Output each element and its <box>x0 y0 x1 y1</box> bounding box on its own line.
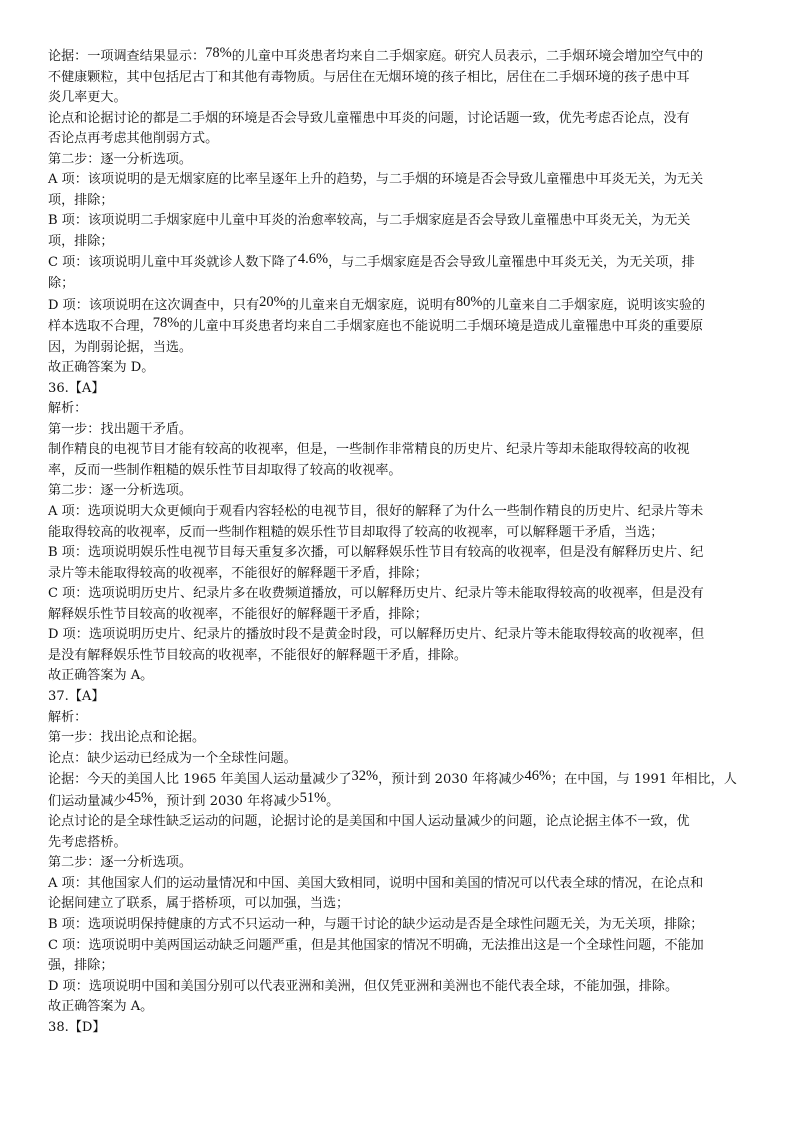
text-line <box>48 461 760 482</box>
text-line <box>48 274 760 295</box>
text-run: 故正确答案为 D。 <box>48 360 155 376</box>
text-run: ，预计到 2030 年将减少 <box>153 793 300 809</box>
text-run: 第二步：逐一分析选项。 <box>48 483 193 499</box>
text-run: A 项：其他国家人们的运动量情况和中国、美国大致相同，说明中国和美国的情况可以代表全球的情况，在论点和 <box>48 875 704 891</box>
text-line <box>48 853 760 874</box>
text-line <box>48 399 760 420</box>
text-run: D 项：选项说明历史片、纪录片的播放时段不是黄金时段，可以解释历史片、纪录片等未能取得较高的收视率，但 <box>48 627 705 643</box>
text-run: 因，为削弱论据，当选。 <box>48 339 193 355</box>
text-run: 故正确答案为 A。 <box>48 999 154 1015</box>
text-run: 第二步：逐一分析选项。 <box>48 855 193 871</box>
text-line <box>48 874 760 895</box>
text-run: ；在中国，与 1991 年相比，人 <box>551 772 737 788</box>
text-line <box>48 564 760 585</box>
text-line <box>48 646 760 667</box>
math-value: 46% <box>524 768 552 785</box>
text-run: 炎几率更大。 <box>48 90 127 106</box>
math-value: 78% <box>152 315 180 332</box>
text-line <box>48 687 760 708</box>
text-run: 是没有解释娱乐性节目较高的收视率，不能很好的解释题干矛盾，排除。 <box>48 647 467 663</box>
text-line <box>48 68 760 89</box>
text-line <box>48 997 760 1018</box>
math-value: 78% <box>205 45 232 61</box>
text-line <box>48 956 760 977</box>
text-run: C 项：选项说明中美两国运动缺乏问题严重，但是其他国家的情况不明确，无法推出这是一个全球性问题，不能加 <box>48 937 704 953</box>
text-run: 能取得较高的收视率，反而一些制作粗糙的娱乐性节目却取得了较高的收视率，可以解释题干矛盾，当选； <box>48 524 664 540</box>
text-run: 论点和论据讨论的都是二手烟的环境是否会导致儿童罹患中耳炎的问题，讨论话题一致，优先考虑否论点，没有 <box>48 110 690 126</box>
text-run: 38.【D】 <box>48 1019 106 1035</box>
text-line <box>48 666 760 687</box>
text-run: 强，排除； <box>48 958 114 974</box>
text-line <box>48 812 760 833</box>
math-value: 45% <box>126 789 154 806</box>
text-run: 的儿童中耳炎患者均来自二手烟家庭也不能说明二手烟环境是造成儿童罹患中耳炎的重要原 <box>179 319 704 335</box>
text-run: 项，排除； <box>48 192 114 208</box>
text-line <box>48 316 760 338</box>
text-run: 解析： <box>48 709 88 725</box>
text-line <box>48 625 760 646</box>
text-run: 的儿童中耳炎患者均来自二手烟家庭。研究人员表示，二手烟环境会增加空气中的 <box>231 49 704 64</box>
text-run: A 项：选项说明大众更倾向于观看内容轻松的电视节目，很好的解释了为什么一些制作精良的历史片、纪录片等未 <box>48 504 704 520</box>
text-line <box>48 420 760 441</box>
text-line <box>48 708 760 729</box>
text-run: 项，排除； <box>48 233 114 249</box>
text-run: C 项：该项说明儿童中耳炎就诊人数下降了 <box>48 255 298 271</box>
text-run: D 项：选项说明中国和美国分别可以代表亚洲和美洲，但仅凭亚洲和美洲也不能代表全球，不能加强，排除。 <box>48 978 679 994</box>
text-line <box>48 584 760 605</box>
text-line <box>48 129 760 150</box>
text-line <box>48 358 760 379</box>
text-line <box>48 523 760 544</box>
text-line <box>48 502 760 523</box>
text-line <box>48 936 760 957</box>
text-run: 的儿童来自无烟家庭，说明有 <box>285 297 456 313</box>
text-line <box>48 791 760 813</box>
text-run: 故正确答案为 A。 <box>48 668 154 684</box>
math-value: 32% <box>351 768 379 785</box>
text-line <box>48 191 760 212</box>
text-run: 制作精良的电视节目才能有较高的收视率，但是，一些制作非常精良的历史片、纪录片等却未能取得较高的收视 <box>48 442 690 458</box>
text-line <box>48 338 760 359</box>
text-run: 解析： <box>48 401 88 417</box>
text-line <box>48 769 760 791</box>
text-line <box>48 440 760 461</box>
text-line <box>48 88 760 109</box>
text-run: 样本选取不合理， <box>48 319 153 335</box>
text-run: 除； <box>48 276 75 292</box>
math-value: 4.6% <box>297 251 329 268</box>
text-run: 论点讨论的是全球性缺乏运动的问题，论据讨论的是美国和中国人运动量减少的问题，论点论据主体不一致，优 <box>48 814 690 830</box>
text-line <box>48 977 760 998</box>
text-line <box>48 833 760 854</box>
text-run: 不健康颗粒，其中包括尼古丁和其他有毒物质。与居住在无烟环境的孩子相比，居住在二手烟环境的孩子患中耳 <box>48 69 690 85</box>
text-run: 先考虑搭桥。 <box>48 834 127 850</box>
text-run: 第二步：逐一分析选项。 <box>48 151 193 167</box>
text-line <box>48 915 760 936</box>
text-run: 37.【A】 <box>48 688 105 704</box>
math-value: 80% <box>455 293 483 310</box>
text-line <box>48 894 760 915</box>
text-run: 率，反而一些制作粗糙的娱乐性节目却取得了较高的收视率。 <box>48 462 402 478</box>
text-line <box>48 150 760 171</box>
text-run: 论据：一项调查结果显示： <box>48 49 206 64</box>
text-line <box>48 481 760 502</box>
text-line <box>48 1018 760 1039</box>
text-run: 第一步：找出论点和论据。 <box>48 730 206 746</box>
text-run: B 项：选项说明娱乐性电视节目每天重复多次播，可以解释娱乐性节目有较高的收视率，但是没有解释历史片、纪 <box>48 545 704 561</box>
text-run: A 项：该项说明的是无烟家庭的比率呈逐年上升的趋势，与二手烟的环境是否会导致儿童罹患中耳炎无关，为无关 <box>48 172 704 188</box>
text-line <box>48 211 760 232</box>
text-line <box>48 295 760 317</box>
text-run: 的儿童来自二手烟家庭，说明该实验的 <box>482 297 706 313</box>
text-line <box>48 232 760 253</box>
text-line <box>48 749 760 770</box>
document-body <box>48 46 760 1038</box>
text-run: 否论点再考虑其他削弱方式。 <box>48 131 219 147</box>
text-run: ，预计到 2030 年将减少 <box>378 772 525 788</box>
text-run: B 项：选项说明保持健康的方式不只运动一种，与题干讨论的缺少运动是否是全球性问题无关，为无关项，排除； <box>48 916 704 932</box>
text-run: 36.【A】 <box>48 380 105 396</box>
math-value: 20% <box>259 293 286 310</box>
text-run: 录片等未能取得较高的收视率，不能很好的解释题干矛盾，排除； <box>48 565 428 581</box>
text-run: C 项：选项说明历史片、纪录片多在收费频道播放，可以解释历史片、纪录片等未能取得较高的收视率，但是没有 <box>48 586 704 602</box>
text-run: 解释娱乐性节目较高的收视率，不能很好的解释题干矛盾，排除； <box>48 606 428 622</box>
text-run: 们运动量减少 <box>48 793 127 809</box>
text-line <box>48 728 760 749</box>
text-run: 。 <box>326 793 340 809</box>
text-run: ，与二手烟家庭是否会导致儿童罹患中耳炎无关，为无关项，排 <box>328 255 695 271</box>
text-line <box>48 170 760 191</box>
math-value: 51% <box>299 789 327 806</box>
text-line <box>48 109 760 130</box>
text-run: B 项：该项说明二手烟家庭中儿童中耳炎的治愈率较高，与二手烟家庭是否会导致儿童罹患中耳炎无关，为无关 <box>48 213 691 229</box>
text-line <box>48 543 760 564</box>
text-run: 论据：今天的美国人比 1965 年美国人运动量减少了 <box>48 772 352 788</box>
text-run: D 项：该项说明在这次调查中，只有 <box>48 297 260 313</box>
text-line <box>48 46 760 68</box>
text-run: 第一步：找出题干矛盾。 <box>48 421 193 437</box>
text-line <box>48 605 760 626</box>
text-line <box>48 252 760 274</box>
text-run: 论点：缺少运动已经成为一个全球性问题。 <box>48 750 297 766</box>
text-line <box>48 379 760 400</box>
text-run: 论据间建立了联系，属于搭桥项，可以加强，当选； <box>48 896 350 912</box>
